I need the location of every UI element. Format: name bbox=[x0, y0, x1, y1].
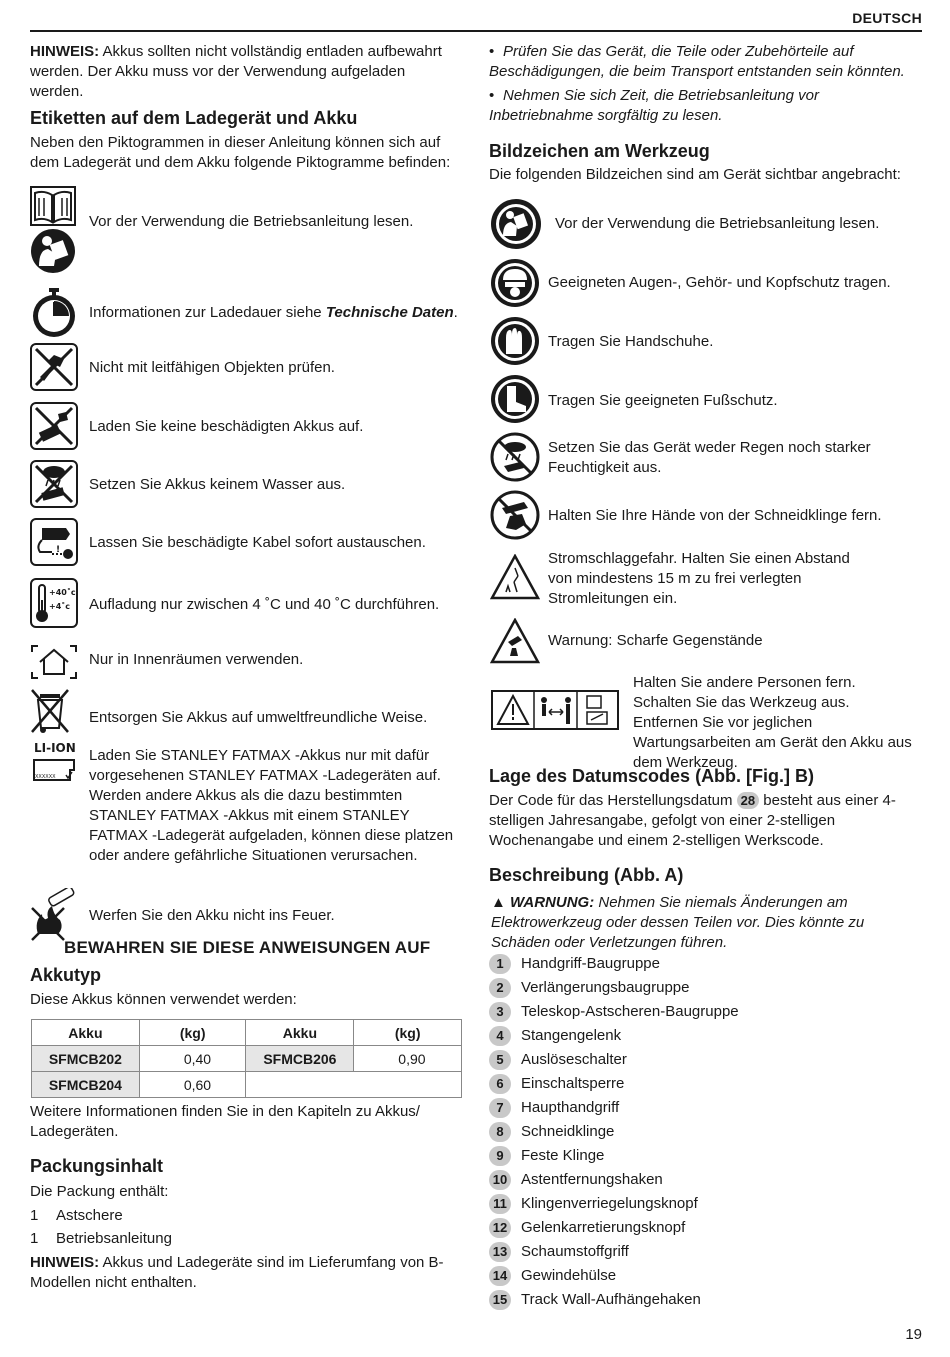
no-fire-icon bbox=[30, 888, 80, 942]
symbol-hands-away-label: Halten Sie Ihre Hände von der Schneidklinge fern. bbox=[548, 507, 882, 524]
charger-labels-heading: Etiketten auf dem Ladegerät und Akku bbox=[30, 108, 358, 128]
list-item: 2 Verlängerungsbaugruppe bbox=[489, 978, 689, 998]
list-item: 13 Schaumstoffgriff bbox=[489, 1242, 629, 1262]
li-ion-code: XXXXXX bbox=[35, 774, 56, 780]
no-water-icon bbox=[30, 460, 78, 508]
picto-dispose-label: Entsorgen Sie Akkus auf umweltfreundliche Weise. bbox=[89, 709, 428, 726]
symbol-no-rain-label: Setzen Sie das Gerät weder Regen noch starker Feuchtigkeit aus. bbox=[548, 439, 871, 476]
page-number: 19 bbox=[905, 1326, 922, 1343]
technical-data-reference: Technische Daten bbox=[325, 304, 454, 321]
picto-indoor-label: Nur in Innenräumen verwenden. bbox=[89, 651, 304, 668]
picto-charge-time-label: Informationen zur Ladedauer siehe Technische Daten. bbox=[89, 304, 458, 321]
list-item: 8 Schneidklinge bbox=[489, 1122, 614, 1142]
no-conductive-objects-icon bbox=[30, 343, 78, 391]
list-item: 5 Auslöseschalter bbox=[489, 1050, 627, 1070]
keep-instructions-heading: BEWAHREN SIE DIESE ANWEISUNGEN AUF bbox=[64, 938, 431, 957]
header-rule bbox=[30, 30, 922, 32]
temp-hi-label: +40˚c bbox=[49, 588, 76, 597]
battery-table bbox=[31, 1019, 462, 1098]
table-header-row bbox=[32, 1020, 462, 1046]
symbol-electrocution-label: Stromschlaggefahr. Halten Sie einen Abstand von mindestens 15 m zu frei verlegten Stromleitungen ein. bbox=[548, 550, 850, 607]
battery-model: SFMCB206 bbox=[246, 1046, 354, 1072]
battery-model: SFMCB202 bbox=[32, 1046, 140, 1072]
description-heading: Beschreibung (Abb. A) bbox=[489, 865, 684, 885]
language-label: DEUTSCH bbox=[852, 10, 922, 26]
date-code-text: Der Code für das Herstellungsdatum 28 besteht aus einer 4-stelligen Jahresangabe, gefolgt von einer 2-stelligen Wochenangabe und einem 2-stelligen Werkscode. bbox=[489, 792, 896, 849]
head-protection-icon bbox=[490, 258, 540, 308]
picto-replace-cables-label: Lassen Sie beschädigte Kabel sofort austauschen. bbox=[89, 534, 426, 551]
battery-weight: 0,40 bbox=[139, 1046, 246, 1072]
list-item: 10 Astentfernungshaken bbox=[489, 1170, 663, 1190]
package-intro: Die Packung enthält: bbox=[30, 1183, 169, 1200]
picto-temperature-label: Aufladung nur zwischen 4 ˚C und 40 ˚C durchführen. bbox=[89, 596, 440, 613]
list-item: 7 Haupthandgriff bbox=[489, 1098, 619, 1118]
charger-labels-intro: Neben den Piktogrammen in dieser Anleitung können sich auf dem Ladegerät und dem Akku folgende Piktogramme befinden: bbox=[30, 134, 451, 171]
hands-away-icon bbox=[490, 490, 540, 540]
table-row bbox=[32, 1046, 462, 1072]
battery-model: SFMCB204 bbox=[32, 1072, 140, 1098]
bullet-item: • Nehmen Sie sich Zeit, die Betriebsanleitung vor Inbetriebnahme sorgfältig zu lesen. bbox=[489, 87, 819, 124]
date-code-heading: Lage des Datumscodes (Abb. [Fig.] B) bbox=[489, 766, 815, 786]
no-damaged-battery-icon bbox=[30, 402, 78, 450]
battery-type-heading: Akkutyp bbox=[30, 965, 102, 985]
bullet-item: • Prüfen Sie das Gerät, die Teile oder Zubehörteile auf Beschädigungen, die beim Transport entstanden sein könnten. bbox=[489, 43, 905, 80]
symbol-footwear-label: Tragen Sie geeigneten Fußschutz. bbox=[548, 392, 778, 409]
thermometer-icon bbox=[30, 578, 78, 628]
svg-text:!: ! bbox=[56, 545, 61, 555]
list-item: 1 Handgriff-Baugruppe bbox=[489, 954, 660, 974]
sharp-objects-warning-icon bbox=[490, 618, 540, 664]
empty-cell bbox=[246, 1072, 462, 1098]
safety-boots-icon bbox=[490, 374, 540, 424]
damaged-cable-icon bbox=[30, 518, 78, 566]
picto-no-conductive-label: Nicht mit leitfähigen Objekten prüfen. bbox=[89, 359, 335, 376]
symbol-sharp-label: Warnung: Scharfe Gegenstände bbox=[548, 632, 763, 649]
tool-symbols-heading: Bildzeichen am Werkzeug bbox=[489, 141, 710, 161]
symbol-read-manual-label: Vor der Verwendung die Betriebsanleitung lesen. bbox=[555, 215, 880, 232]
col-akku-1: Akku bbox=[32, 1020, 140, 1046]
list-item: 4 Stangengelenk bbox=[489, 1026, 621, 1046]
electrocution-warning-icon bbox=[490, 554, 540, 600]
note-storage: HINWEIS: Akkus sollten nicht vollständig entladen aufbewahrt werden. Der Akku muss vor der Verwendung aufgeladen werden. bbox=[30, 43, 442, 100]
list-item: 1 Betriebsanleitung bbox=[30, 1230, 172, 1247]
book-icon bbox=[30, 186, 76, 226]
picto-li-ion-label: Laden Sie STANLEY FATMAX -Akkus nur mit dafür vorgesehenen STANLEY FATMAX -Ladegeräten auf. Werden andere Akkus als die dazu bestimmten STANLEY FATMAX -Akkus mit einem STANLEY FATMAX -Ladegerät aufgeladen, können diese platzen oder andere gefährliche Situationen verursachen. bbox=[89, 747, 454, 864]
list-item: 15 Track Wall-Aufhängehaken bbox=[489, 1290, 701, 1310]
stopwatch-icon bbox=[30, 288, 78, 338]
battery-weight: 0,60 bbox=[139, 1072, 246, 1098]
battery-type-intro: Diese Akkus können verwendet werden: bbox=[30, 991, 297, 1008]
gloves-icon bbox=[490, 316, 540, 366]
crossed-bin-icon bbox=[30, 688, 70, 736]
list-item: 12 Gelenkarretierungsknopf bbox=[489, 1218, 685, 1238]
no-rain-icon bbox=[490, 432, 540, 482]
list-item: 9 Feste Klinge bbox=[489, 1146, 604, 1166]
list-item: 1 Astschere bbox=[30, 1207, 123, 1224]
picto-no-water-label: Setzen Sie Akkus keinem Wasser aus. bbox=[89, 476, 346, 493]
read-manual-icon bbox=[30, 228, 76, 274]
col-kg-2: (kg) bbox=[354, 1020, 462, 1046]
note-package: HINWEIS: Akkus und Ladegeräte sind im Lieferumfang von B-Modellen nicht enthalten. bbox=[30, 1254, 444, 1291]
list-item: 14 Gewindehülse bbox=[489, 1266, 616, 1286]
symbol-eye-ear-head-label: Geeigneten Augen-, Gehör- und Kopfschutz tragen. bbox=[548, 274, 891, 291]
indoor-house-icon bbox=[30, 644, 78, 680]
battery-weight: 0,90 bbox=[354, 1046, 462, 1072]
tool-symbols-intro: Die folgenden Bildzeichen sind am Gerät sichtbar angebracht: bbox=[489, 166, 901, 183]
read-manual-icon bbox=[490, 198, 542, 250]
li-ion-battery-icon bbox=[30, 740, 80, 788]
col-akku-2: Akku bbox=[246, 1020, 354, 1046]
warning-triangle-icon: ▲ bbox=[491, 894, 506, 911]
li-ion-text: LI-ION bbox=[34, 741, 76, 755]
list-item: 3 Teleskop-Astscheren-Baugruppe bbox=[489, 1002, 739, 1022]
table-row bbox=[32, 1072, 462, 1098]
package-heading: Packungsinhalt bbox=[30, 1156, 164, 1176]
picto-no-damaged-label: Laden Sie keine beschädigten Akkus auf. bbox=[89, 418, 364, 435]
more-info-text: Weitere Informationen finden Sie in den Kapiteln zu Akkus/ Ladegeräten. bbox=[30, 1103, 420, 1140]
symbol-bystanders-label: Halten Sie andere Personen fern. Schalten Sie das Werkzeug aus. Entfernen Sie vor jeglichen Wartungsarbeiten am Gerät den Akku aus dem Werkzeug. bbox=[633, 674, 912, 771]
col-kg-1: (kg) bbox=[139, 1020, 246, 1046]
warning-note: ▲ WARNUNG: Nehmen Sie niemals Änderungen am Elektrowerkzeug oder dessen Teilen vor. Dies könnte zu Schäden oder Verletzungen führen. bbox=[491, 894, 865, 951]
symbol-gloves-label: Tragen Sie Handschuhe. bbox=[548, 333, 714, 350]
list-item: 11 Klingenverriegelungsknopf bbox=[489, 1194, 698, 1214]
temp-lo-label: +4˚c bbox=[49, 602, 71, 611]
picto-read-manual-label: Vor der Verwendung die Betriebsanleitung lesen. bbox=[89, 213, 414, 230]
list-item: 6 Einschaltsperre bbox=[489, 1074, 624, 1094]
bystanders-warning-icon bbox=[491, 690, 619, 730]
picto-no-fire-label: Werfen Sie den Akku nicht ins Feuer. bbox=[89, 907, 335, 924]
date-code-callout: 28 bbox=[737, 792, 759, 809]
